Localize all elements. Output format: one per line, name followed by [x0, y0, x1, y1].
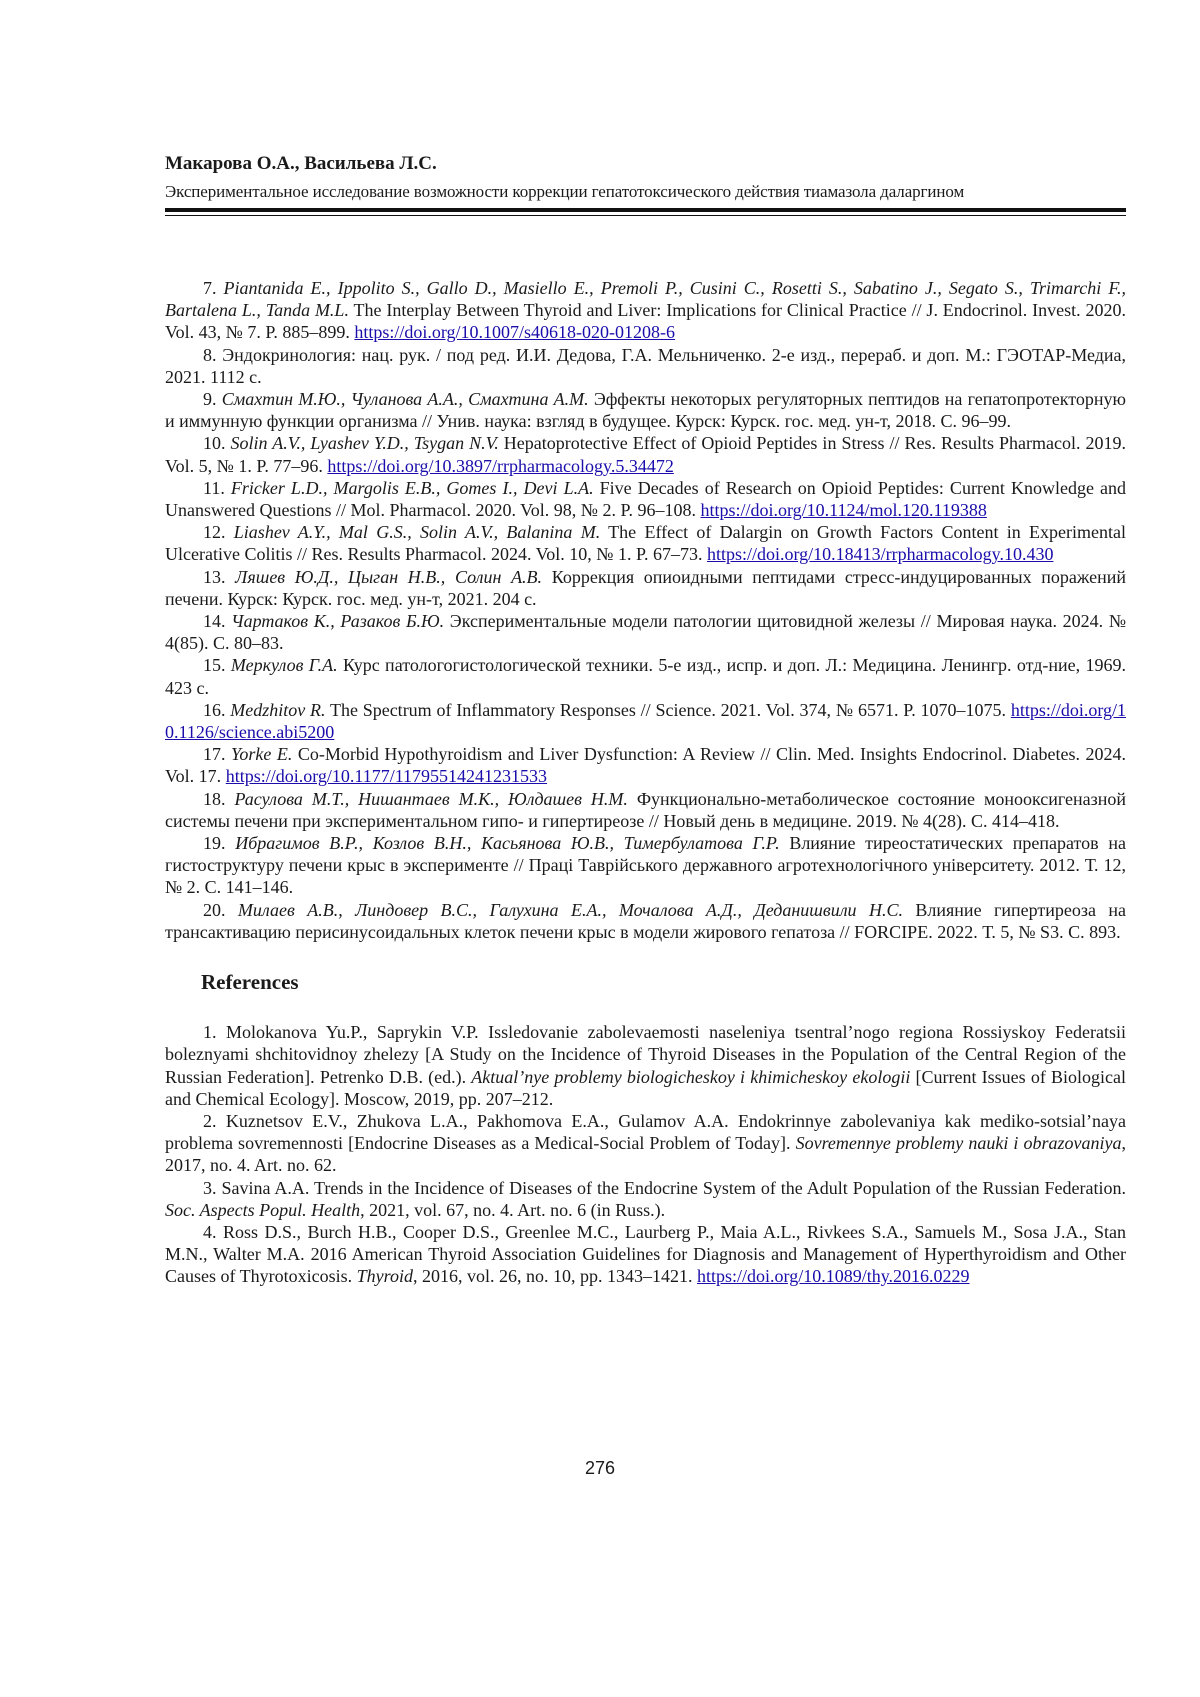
reference-number: 13.	[203, 567, 226, 587]
reference-text: The Spectrum of Inflammatory Responses // Science. 2021. Vol. 374, № 6571. P. 1070–1075.	[326, 700, 1011, 720]
reference-number: 17.	[203, 744, 226, 764]
reference-text: The Interplay Between Thyroid and Liver: Implications for Clinical Practice // J. Endocrinol. Invest. 2020. Vol. 43, № 7. P. 885–899.	[165, 300, 1126, 342]
reference-item	[165, 899, 1126, 943]
reference-source-title: Soc. Aspects Popul. Health	[165, 1200, 360, 1220]
reference-number: 4.	[203, 1222, 217, 1242]
reference-source-title: Thyroid	[357, 1266, 413, 1286]
reference-doi-link[interactable]: https://doi.org/10.1089/thy.2016.0229	[697, 1266, 970, 1286]
reference-item	[165, 1110, 1126, 1177]
reference-number: 19.	[203, 833, 226, 853]
reference-text: Эндокринология: нац. рук. / под ред. И.И. Дедова, Г.А. Мельниченко. 2-е изд., перераб. и доп. М.: ГЭОТАР-Медиа, 2021. 1112 с.	[165, 345, 1126, 387]
reference-list	[165, 277, 1126, 1288]
reference-authors: Ибрагимов В.Р., Козлов В.Н., Касьянова Ю.В., Тимербулатова Г.Р.	[235, 833, 779, 853]
reference-number: 15.	[203, 655, 226, 675]
reference-text: Влияние тиреостатических препаратов на гистоструктуру печени крыс в эксперименте // Праці Таврійського державного агротехнологічного університету. 2012. Т. 12, № 2. С. 141–146.	[165, 833, 1126, 897]
reference-doi-link[interactable]: https://doi.org/10.1126/science.abi5200	[165, 700, 1126, 742]
reference-text: [Current Issues of Biological and Chemical Ecology]. Moscow, 2019, pp. 207–212.	[165, 1067, 1126, 1109]
reference-doi-link[interactable]: https://doi.org/10.1124/mol.120.119388	[701, 500, 987, 520]
reference-source-title: Aktual’nye problemy biologicheskoy i khimicheskoy ekologii	[471, 1067, 910, 1087]
reference-authors: Piantanida E., Ippolito S., Gallo D., Masiello E., Premoli P., Cusini C., Rosetti S., Sabatino J., Segato S., Trimarchi F., Bartalena L., Tanda M.L.	[165, 278, 1126, 320]
reference-authors: Ляшев Ю.Д., Цыган Н.В., Солин А.В.	[235, 567, 542, 587]
reference-authors: Yorke E.	[231, 744, 292, 764]
reference-authors: Fricker L.D., Margolis E.B., Gomes I., Devi L.A.	[231, 478, 594, 498]
reference-item	[165, 1021, 1126, 1110]
reference-authors: Меркулов Г.А.	[231, 655, 338, 675]
reference-item	[165, 699, 1126, 743]
reference-authors: Medzhitov R.	[230, 700, 325, 720]
reference-text: Влияние гипертиреоза на трансактивацию перисинусоидальных клеток печени крыс в модели жирового гепатоза // FORCIPE. 2022. Т. 5, № S3. С. 893.	[165, 900, 1126, 942]
reference-text: Molokanova Yu.P., Saprykin V.P. Issledovanie zabolevaemosti naseleniya tsentral’nogo regiona Rossiyskoy Federatsii boleznyami shchitovidnoy zhelezy [A Study on the Incidence of Thyroid Diseases in the Population of the Central Region of the Russian Federation]. Petrenko D.B. (ed.).	[165, 1022, 1126, 1086]
reference-authors: Расулова М.Т., Нишантаев М.К., Юлдашев Н.М.	[234, 789, 627, 809]
reference-number: 12.	[203, 522, 226, 542]
reference-item	[165, 432, 1126, 476]
reference-item	[165, 654, 1126, 698]
reference-number: 1.	[203, 1022, 217, 1042]
reference-authors: Милаев А.В., Линдовер В.С., Галухина Е.А., Мочалова А.Д., Деданишвили Н.С.	[238, 900, 903, 920]
reference-text: Эффекты некоторых регуляторных пептидов на гепатопротекторную и иммунную функции организма // Унив. наука: взгляд в будущее. Курск: Курск. гос. мед. ун-т, 2018. С. 96–99.	[165, 389, 1126, 431]
reference-item	[165, 788, 1126, 832]
reference-item	[165, 1221, 1126, 1288]
reference-text: Co-Morbid Hypothyroidism and Liver Dysfunction: A Review // Clin. Med. Insights Endocrinol. Diabetes. 2024. Vol. 17.	[165, 744, 1126, 786]
reference-authors: Смахтин М.Ю., Чуланова А.А., Смахтина А.М.	[222, 389, 589, 409]
header-authors: Макарова О.А., Васильева Л.С.	[165, 152, 1125, 176]
reference-doi-link[interactable]: https://doi.org/10.1177/11795514241231533	[226, 766, 547, 786]
reference-number: 20.	[203, 900, 226, 920]
reference-number: 14.	[203, 611, 226, 631]
reference-number: 9.	[203, 389, 217, 409]
reference-doi-link[interactable]: https://doi.org/10.18413/rrpharmacology.10.430	[707, 544, 1053, 564]
reference-number: 3.	[203, 1178, 217, 1198]
reference-number: 18.	[203, 789, 226, 809]
reference-item	[165, 1177, 1126, 1221]
references-english	[165, 1021, 1126, 1287]
references-section-title: References	[201, 969, 1126, 995]
reference-item	[165, 832, 1126, 899]
reference-doi-link[interactable]: https://doi.org/10.3897/rrpharmacology.5.34472	[327, 456, 673, 476]
reference-number: 8.	[203, 345, 217, 365]
reference-item	[165, 477, 1126, 521]
header-rule-thick	[165, 208, 1126, 212]
reference-source-title: Sovremennye problemy nauki i obrazovaniya	[796, 1133, 1122, 1153]
reference-item	[165, 521, 1126, 565]
reference-authors: Чартаков К., Разаков Б.Ю.	[231, 611, 444, 631]
reference-text: Kuznetsov E.V., Zhukova L.A., Pakhomova E.A., Gulamov A.A. Endokrinnye zabolevaniya kak mediko-sotsial’naya problema sovremennosti [Endocrine Diseases as a Medical-Social Problem of Today].	[165, 1111, 1126, 1153]
header-rule-thin	[165, 215, 1126, 216]
reference-text: Five Decades of Research on Opioid Peptides: Current Knowledge and Unanswered Questions // Mol. Pharmacol. 2020. Vol. 98, № 2. P. 96–108.	[165, 478, 1126, 520]
reference-text: , 2017, no. 4. Art. no. 62.	[165, 1133, 1126, 1175]
reference-item	[165, 277, 1126, 344]
reference-text: Курс патологогистологической техники. 5-е изд., испр. и доп. Л.: Медицина. Ленингр. отд-ние, 1969. 423 с.	[165, 655, 1126, 697]
reference-item	[165, 344, 1126, 388]
reference-text: , 2016, vol. 26, no. 10, pp. 1343–1421.	[413, 1266, 697, 1286]
reference-text: Savina A.A. Trends in the Incidence of Diseases of the Endocrine System of the Adult Population of the Russian Federation.	[221, 1178, 1126, 1198]
reference-text: Экспериментальные модели патологии щитовидной железы // Мировая наука. 2024. № 4(85). С. 80–83.	[165, 611, 1126, 653]
reference-number: 10.	[203, 433, 226, 453]
reference-authors: Liashev A.Y., Mal G.S., Solin A.V., Balanina M.	[234, 522, 600, 542]
reference-item	[165, 743, 1126, 787]
reference-text: Hepatoprotective Effect of Opioid Peptides in Stress // Res. Results Pharmacol. 2019. Vol. 5, № 1. P. 77–96.	[165, 433, 1126, 475]
reference-text: Коррекция опиоидными пептидами стресс-индуцированных поражений печени. Курск: Курск. гос. мед. ун-т, 2021. 204 с.	[165, 567, 1126, 609]
page-number: 276	[0, 1458, 1200, 1479]
reference-text: The Effect of Dalargin on Growth Factors Content in Experimental Ulcerative Colitis // Res. Results Pharmacol. 2024. Vol. 10, № 1. P. 67–73.	[165, 522, 1126, 564]
reference-item	[165, 566, 1126, 610]
reference-doi-link[interactable]: https://doi.org/10.1007/s40618-020-01208-6	[354, 322, 675, 342]
reference-number: 2.	[203, 1111, 217, 1131]
running-header	[165, 152, 1125, 205]
reference-item	[165, 610, 1126, 654]
reference-authors: Solin A.V., Lyashev Y.D., Tsygan N.V.	[231, 433, 499, 453]
reference-text: Ross D.S., Burch H.B., Cooper D.S., Greenlee M.C., Laurberg P., Maia A.L., Rivkees S.A., Samuels M., Sosa J.A., Stan M.N., Walter M.A. 2016 American Thyroid Association Guidelines for Diagnosis and Management of Hyperthyroidism and Other Causes of Thyrotoxicosis.	[165, 1222, 1126, 1286]
references-russian	[165, 277, 1126, 943]
reference-item	[165, 388, 1126, 432]
header-article-title: Экспериментальное исследование возможности коррекции гепатотоксического действия тиамазола даларгином	[165, 179, 1125, 205]
reference-text: , 2021, vol. 67, no. 4. Art. no. 6 (in Russ.).	[360, 1200, 665, 1220]
reference-number: 7.	[203, 278, 217, 298]
reference-number: 11.	[203, 478, 225, 498]
reference-number: 16.	[203, 700, 226, 720]
reference-text: Функционально-метаболическое состояние монооксигеназной системы печени при экспериментальном гипо- и гипертиреозе // Новый день в медицине. 2019. № 4(28). С. 414–418.	[165, 789, 1126, 831]
